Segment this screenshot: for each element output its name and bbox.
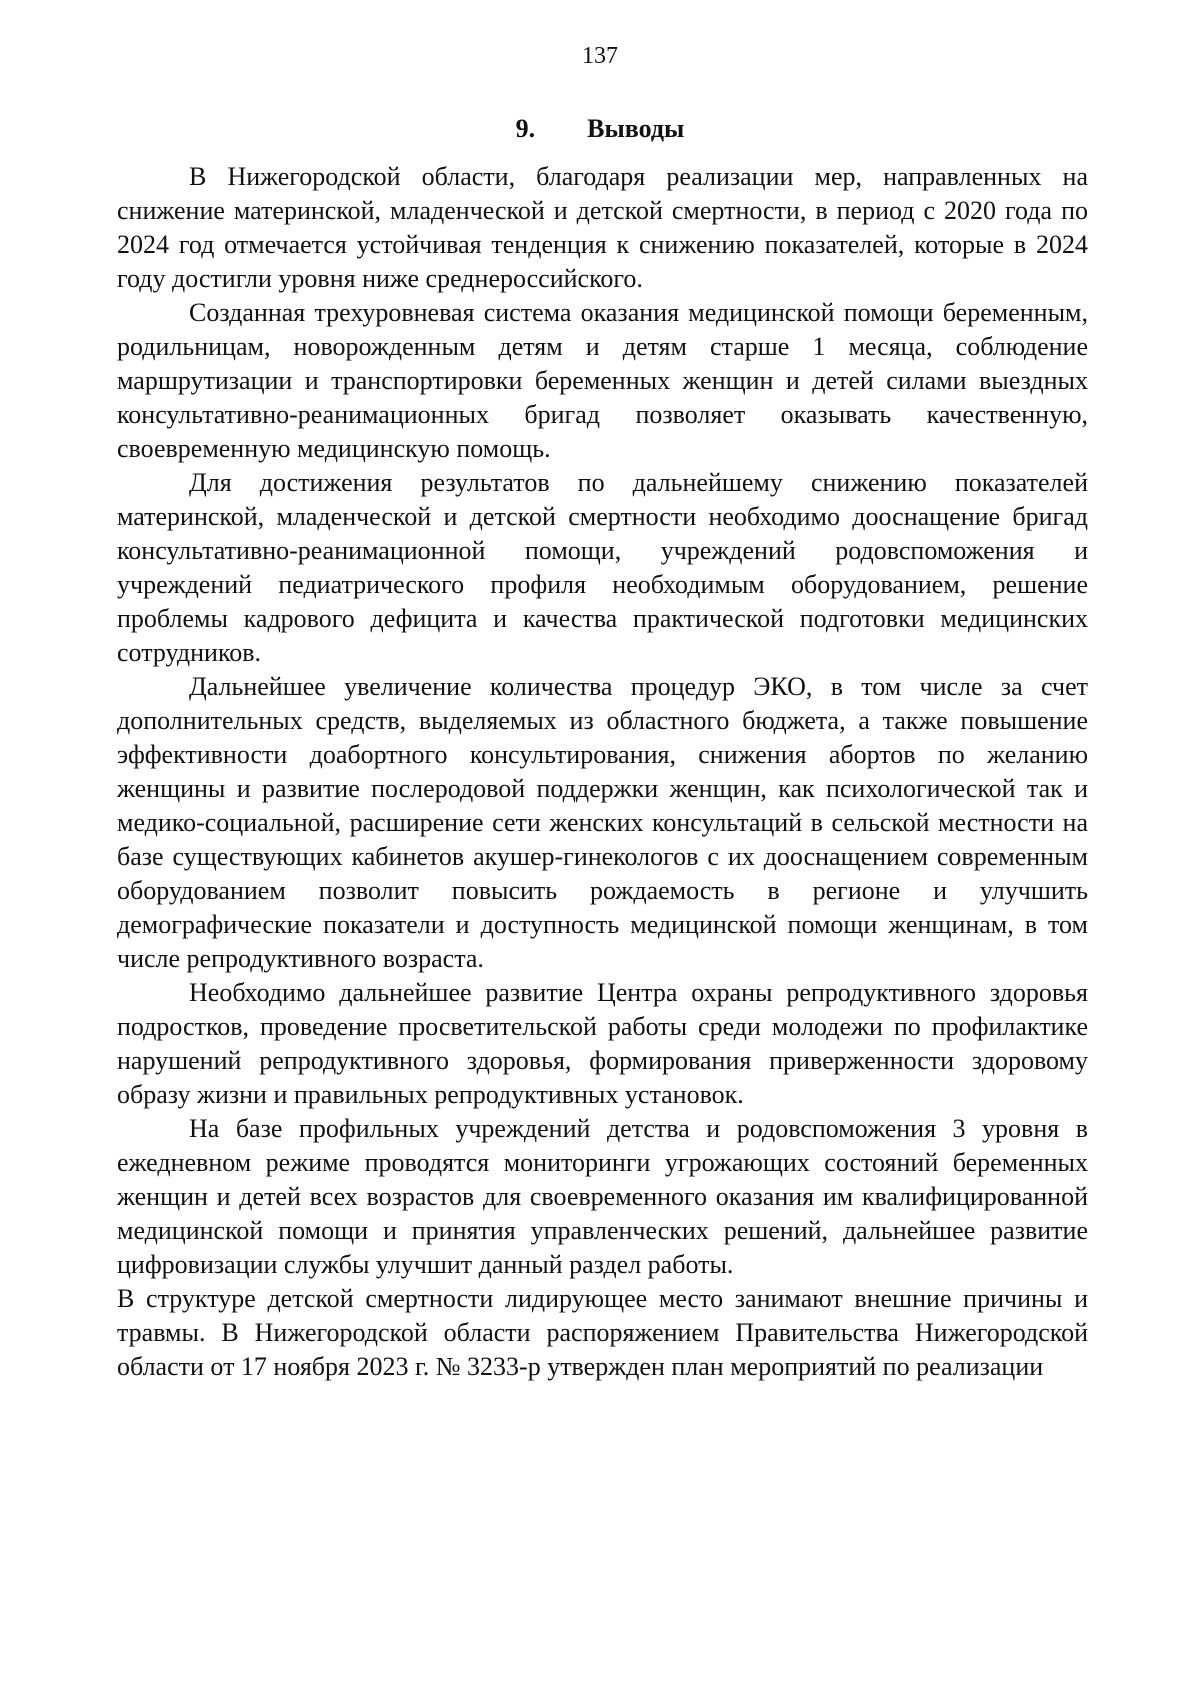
section-number: 9. — [515, 114, 536, 143]
paragraph-care-system: Созданная трехуровневая система оказания медицинской помощи беременным, родильницам, новорожденным детям и детям старше 1 месяца, соблюдение маршрутизации и транспортировки беременных женщин и детей силами выездных консультативно-реанимационных бригад позволяет оказывать качественную, своевременную медицинскую помощь. — [117, 298, 1088, 463]
section-title: Выводы — [587, 114, 685, 143]
paragraph-equipment-needs: Для достижения результатов по дальнейшему снижению показателей материнской, младенческой и детской смертности необходимо дооснащение бригад консультативно-реанимационной помощи, учреждений родовспоможения и учреждений педиатрического профиля необходимым оборудованием, решение проблемы кадрового дефицита и качества практической подготовки медицинских сотрудников. — [117, 468, 1088, 667]
paragraph-monitoring: На базе профильных учреждений детства и родовспоможения 3 уровня в ежедневном режиме проводятся мониторинги угрожающих состояний беременных женщин и детей всех возрастов для своевременного оказания им квалифицированной медицинской помощи и принятия управленческих решений, дальнейшее развитие цифровизации службы улучшит данный раздел работы. — [117, 1114, 1088, 1279]
body-text — [117, 160, 1088, 1384]
section-heading — [0, 112, 1200, 146]
paragraph-child-mortality: В структуре детской смертности лидирующее место занимают внешние причины и травмы. В Нижегородской области распоряжением Правительства Нижегородской области от 17 ноября 2023 г. № 3233-р утвержден план мероприятий по реализации — [117, 1284, 1088, 1381]
paragraph-results-summary: В Нижегородской области, благодаря реализации мер, направленных на снижение материнской, младенческой и детской смертности, в период с 2020 года по 2024 год отмечается устойчивая тенденция к снижению показателей, которые в 2024 году достигли уровня ниже среднероссийского. — [117, 162, 1088, 293]
page-number: 137 — [582, 43, 618, 69]
paragraph-ivf-and-support: Дальнейшее увеличение количества процедур ЭКО, в том числе за счет дополнительных средств, выделяемых из областного бюджета, а также повышение эффективности доабортного консультирования, снижения абортов по желанию женщины и развитие послеродовой поддержки женщин, как психологической так и медико-социальной, расширение сети женских консультаций в сельской местности на базе существующих кабинетов акушер-гинекологов с их дооснащением современным оборудованием позволит повысить рождаемость в регионе и улучшить демографические показатели и доступность медицинской помощи женщинам, в том числе репродуктивного возраста. — [117, 672, 1088, 973]
paragraph-adolescent-health: Необходимо дальнейшее развитие Центра охраны репродуктивного здоровья подростков, проведение просветительской работы среди молодежи по профилактике нарушений репродуктивного здоровья, формирования приверженности здоровому образу жизни и правильных репродуктивных установок. — [117, 978, 1088, 1109]
